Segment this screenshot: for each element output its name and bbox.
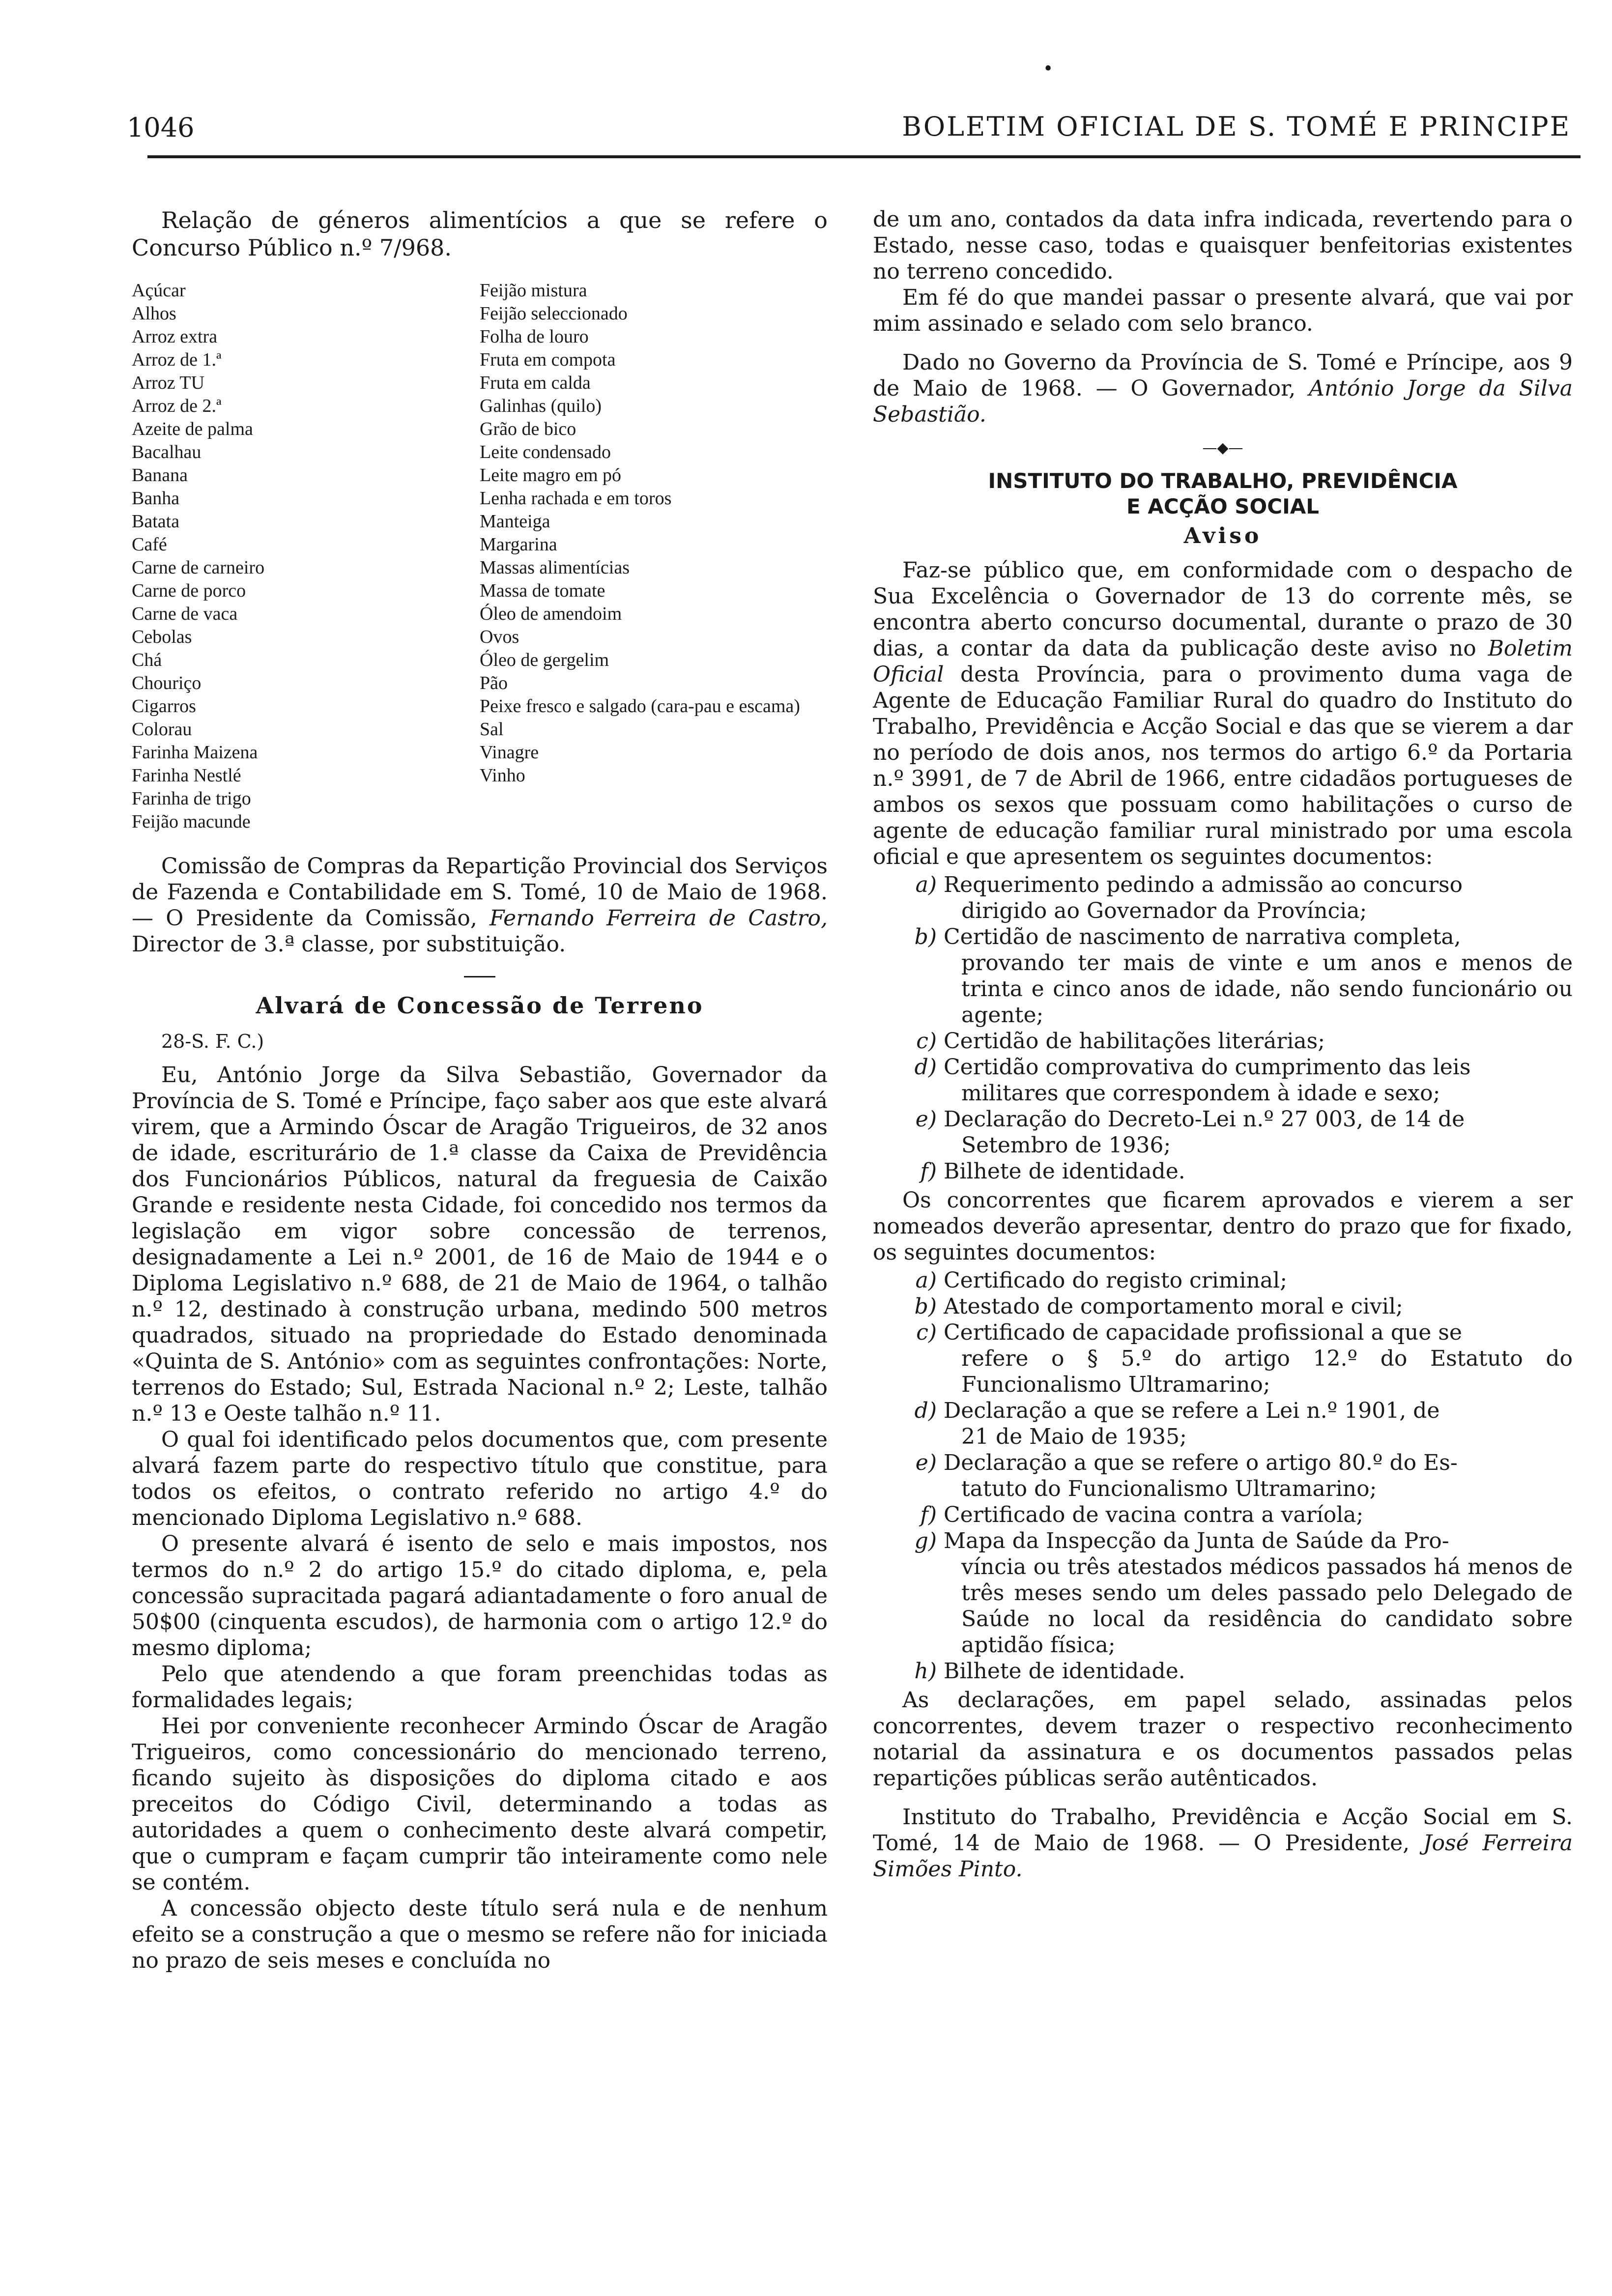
- list-item: [873, 1398, 1573, 1450]
- food-item: Sal: [480, 719, 504, 740]
- food-list-column-b: [480, 279, 828, 833]
- food-list: [132, 279, 828, 833]
- list-item-letter: g): [914, 1528, 937, 1553]
- food-item: Carne de porco: [132, 580, 246, 601]
- food-item: Colorau: [132, 719, 192, 740]
- food-item: Farinha de trigo: [132, 788, 251, 809]
- food-item: Açúcar: [132, 280, 186, 301]
- food-item: Folha de louro: [480, 326, 589, 347]
- alvara-faith-clause: Em fé do que mandei passar o presente alvará, que vai por mim assinado e selado com selo branco.: [873, 285, 1573, 336]
- publication-title: BOLETIM OFICIAL DE S. TOMÉ E PRINCIPE: [902, 111, 1571, 142]
- food-item: Vinagre: [480, 742, 539, 763]
- list-item-text: Mapa da Inspecção da Junta de Saúde da Pro-: [944, 1528, 1449, 1553]
- alvara-date-signature: Dado no Governo da Província de S. Tomé e Príncipe, aos 9 de Maio de 1968. — O Governador, António Jorge da Silva Sebastião.: [873, 350, 1573, 427]
- header-rule: [147, 155, 1581, 158]
- list-item: [873, 1502, 1573, 1528]
- left-column: [132, 206, 828, 1974]
- food-item: Margarina: [480, 534, 557, 555]
- food-item: Vinho: [480, 765, 525, 786]
- list-item: [873, 1267, 1573, 1293]
- food-item: Chá: [132, 650, 162, 670]
- alvara-paragraph-6: A concessão objecto deste título será nula e de nenhum efeito se a construção a que o mesmo se refere não for iniciada no prazo de seis meses e concluída no: [132, 1896, 828, 1973]
- list-item-text: Bilhete de identidade.: [944, 1159, 1185, 1184]
- food-item: Batata: [132, 511, 180, 532]
- list-item-letter: a): [915, 872, 937, 897]
- list-item-letter: a): [915, 1268, 937, 1293]
- list-item-letter: b): [914, 924, 937, 949]
- section-divider: [464, 976, 495, 977]
- institute-heading: INSTITUTO DO TRABALHO, PREVIDÊNCIA E ACÇÃO SOCIAL: [988, 469, 1458, 518]
- list-item-letter: h): [914, 1659, 937, 1684]
- food-item: Carne de carneiro: [132, 557, 265, 578]
- list-item: [873, 1320, 1573, 1398]
- notice-paragraph-1: Faz-se público que, em conformidade com o despacho de Sua Excelência o Governador de 13 do corrente mês, se encontra aberto concurso documental, durante o prazo de 30 dias, a contar da data da publicação deste aviso no Boletim Oficial desta Província, para o provimento duma vaga de Agente de Educação Familiar Rural do quadro do Instituto do Trabalho, Previdência e Acção Social e das que se vierem a dar no período de dois anos, nos termos do artigo 6.º da Portaria n.º 3991, de 7 de Abril de 1966, entre cidadãos portugueses de ambos os sexos que possuam como habilitações o curso de agente de educação familiar rural ministrado por uma escola oficial e que apresentem os seguintes documentos:: [873, 558, 1573, 869]
- food-item: Feijão seleccionado: [480, 303, 628, 324]
- food-item: Lenha rachada e em toros: [480, 488, 672, 509]
- food-item: Cigarros: [132, 696, 196, 717]
- list-item: [873, 1158, 1573, 1184]
- list-item: [873, 1106, 1573, 1158]
- list-item-text: Certificado de vacina contra a varíola;: [944, 1502, 1364, 1527]
- list-item: [873, 924, 1573, 1028]
- food-item: Feijão mistura: [480, 280, 587, 301]
- food-item: Massas alimentícias: [480, 557, 630, 578]
- food-item: Bacalhau: [132, 442, 202, 462]
- food-item: Ovos: [480, 627, 519, 647]
- list-item-letter: b): [914, 1294, 937, 1319]
- food-item: Banana: [132, 465, 188, 486]
- food-item: Massa de tomate: [480, 580, 605, 601]
- food-item: Café: [132, 534, 167, 555]
- list-item-text: Certidão de nascimento de narrativa completa,: [944, 924, 1461, 949]
- list-item-continuation: refere o § 5.º do artigo 12.º do Estatuto do Funcionalismo Ultramarino;: [961, 1346, 1573, 1397]
- alvara-paragraph-5: Hei por conveniente reconhecer Armindo Óscar de Aragão Trigueiros, como concessionário do mencionado terreno, ficando sujeito às disposições do diploma citado e aos preceitos do Código Civil, determinando a todas as autoridades a quem o conhecimento deste alvará competir, que o cumpram e façam cumprir tão inteiramente como nele se contém.: [132, 1714, 828, 1895]
- list-item-text: Atestado de comportamento moral e civil;: [944, 1294, 1403, 1319]
- notice-title: Aviso: [1183, 523, 1262, 548]
- food-item: Grão de bico: [480, 419, 576, 439]
- commission-signatory: Fernando Ferreira de Castro,: [489, 906, 828, 931]
- list-item: [873, 1450, 1573, 1502]
- governor-signatory: António Jorge da Silva Sebastião.: [873, 376, 1573, 427]
- food-item: Leite condensado: [480, 442, 611, 462]
- list-item-text: Bilhete de identidade.: [944, 1659, 1185, 1684]
- food-item: Arroz de 1.ª: [132, 349, 222, 370]
- list-item-letter: f): [920, 1159, 937, 1184]
- food-list-column-a: [132, 279, 480, 833]
- list-item: [873, 1028, 1573, 1054]
- alvara-paragraph-3: O presente alvará é isento de selo e mais impostos, nos termos do n.º 2 do artigo 15.º do citado diploma, e, pela concessão supracitada pagará adiantadamente o foro anual de 50$00 (cinquenta escudos), de harmonia com o artigo 12.º do mesmo diploma;: [132, 1531, 828, 1661]
- list-item-text: Declaração a que se refere o artigo 80.º do Es-: [944, 1450, 1458, 1475]
- list-item-letter: e): [915, 1450, 937, 1475]
- list-item-text: Certidão de habilitações literárias;: [944, 1029, 1325, 1054]
- list-item-continuation: provando ter mais de vinte e um anos e menos de trinta e cinco anos de idade, não sendo funcionário ou agente;: [961, 950, 1573, 1028]
- list-item-continuation: dirigido ao Governador da Província;: [961, 898, 1367, 923]
- food-item: Galinhas (quilo): [480, 396, 602, 416]
- commission-paragraph: Comissão de Compras da Repartição Provincial dos Serviços de Fazenda e Contabilidade em S. Tomé, 10 de Maio de 1968. — O Presidente da Comissão, Fernando Ferreira de Castro, Director de 3.ª classe, por substituição.: [132, 854, 828, 957]
- alvara-title: Alvará de Concessão de Terreno: [256, 992, 704, 1019]
- list-item-letter: c): [916, 1029, 937, 1054]
- food-item: Peixe fresco e salgado (cara-pau e escama): [480, 696, 800, 717]
- list-item-continuation: tatuto do Funcionalismo Ultramarino;: [961, 1476, 1377, 1501]
- list-item-text: Declaração a que se refere a Lei n.º 1901, de: [944, 1398, 1440, 1423]
- president-signatory: José Ferreira Simões Pinto.: [873, 1831, 1573, 1882]
- food-list-intro: Relação de géneros alimentícios a que se refere o Concurso Público n.º 7/968.: [132, 207, 828, 261]
- notice-paragraph-2: Os concorrentes que ficarem aprovados e vierem a ser nomeados deverão apresentar, dentro do prazo que for fixado, os seguintes documentos:: [873, 1188, 1573, 1265]
- food-item: Manteiga: [480, 511, 550, 532]
- list-item-continuation: 21 de Maio de 1935;: [961, 1424, 1187, 1449]
- right-column: [873, 206, 1573, 1882]
- food-item: Fruta em compota: [480, 349, 616, 370]
- food-item: Feijão macunde: [132, 811, 251, 832]
- list-item-text: Certificado de capacidade profissional a que se: [944, 1320, 1462, 1345]
- page-number: 1046: [127, 112, 195, 143]
- alvara-paragraph-1: Eu, António Jorge da Silva Sebastião, Governador da Província de S. Tomé e Príncipe, faço saber aos que este alvará virem, que a Armindo Óscar de Aragão Trigueiros, de 32 anos de idade, escriturário de 1.ª classe da Caixa de Previdência dos Funcionários Públicos, natural da freguesia de Caixão Grande e residente nesta Cidade, foi concedido nos termos da legislação em vigor sobre concessão de terrenos, designadamente a Lei n.º 2001, de 16 de Maio de 1944 e o Diploma Legislativo n.º 688, de 21 de Maio de 1964, o talhão n.º 12, destinado à construção urbana, medindo 500 metros quadrados, situado na propriedade do Estado denominada «Quinta de S. António» com as seguintes confrontações: Norte, terrenos do Estado; Sul, Estrada Nacional n.º 2; Leste, talhão n.º 13 e Oeste talhão n.º 11.: [132, 1062, 828, 1426]
- list-item-letter: f): [920, 1502, 937, 1527]
- list-item-continuation: militares que correspondem à idade e sexo;: [961, 1081, 1440, 1106]
- notice-closing: Instituto do Trabalho, Previdência e Acção Social em S. Tomé, 14 de Maio de 1968. — O Presidente, José Ferreira Simões Pinto.: [873, 1805, 1573, 1882]
- alvara-paragraph-2: O qual foi identificado pelos documentos que, com presente alvará fazem parte do respectivo título que constitue, para todos os efeitos, o contrato referido no artigo 4.º do mencionado Diploma Legislativo n.º 688.: [132, 1427, 828, 1530]
- list-item-letter: d): [914, 1398, 937, 1423]
- appointment-documents-list: [873, 1267, 1573, 1684]
- list-item-letter: c): [916, 1320, 937, 1345]
- notice-paragraph-3: As declarações, em papel selado, assinadas pelos concorrentes, devem trazer o respectivo reconhecimento notarial da assinatura e os documentos passados pelas repartições públicas serão autênticados.: [873, 1688, 1573, 1791]
- food-item: Óleo de gergelim: [480, 650, 609, 670]
- food-item: Leite magro em pó: [480, 465, 622, 486]
- list-item: [873, 1658, 1573, 1684]
- food-item: Farinha Maizena: [132, 742, 258, 763]
- food-item: Azeite de palma: [132, 419, 253, 439]
- food-item: Arroz TU: [132, 373, 205, 393]
- list-item: [873, 1054, 1573, 1106]
- list-item-continuation: víncia ou três atestados médicos passados há menos de três meses sendo um deles passado pelo Delegado de Saúde no local da residência do candidato sobre aptidão física;: [961, 1554, 1573, 1658]
- alvara-paragraph-4: Pelo que atendendo a que foram preenchidas todas as formalidades legais;: [132, 1662, 828, 1713]
- list-item-letter: d): [914, 1055, 937, 1080]
- list-item-text: Declaração do Decreto-Lei n.º 27 003, de 14 de: [944, 1107, 1465, 1132]
- food-item: Pão: [480, 673, 508, 693]
- list-item-text: Requerimento pedindo a admissão ao concurso: [944, 872, 1463, 897]
- food-item: Banha: [132, 488, 180, 509]
- food-item: Arroz de 2.ª: [132, 396, 222, 416]
- list-item: [873, 1293, 1573, 1320]
- food-item: Fruta em calda: [480, 373, 591, 393]
- food-item: Alhos: [132, 303, 176, 324]
- food-item: Chouriço: [132, 673, 202, 693]
- food-item: Farinha Nestlé: [132, 765, 241, 786]
- ornament-divider: —◆—: [1202, 439, 1243, 457]
- page-mark: •: [1043, 59, 1054, 79]
- list-item-text: Certificado do registo criminal;: [944, 1268, 1288, 1293]
- food-item: Cebolas: [132, 627, 192, 647]
- food-item: Arroz extra: [132, 326, 218, 347]
- alvara-reference: 28-S. F. C.): [161, 1031, 264, 1052]
- list-item-text: Certidão comprovativa do cumprimento das leis: [944, 1055, 1471, 1080]
- list-item-continuation: Setembro de 1936;: [961, 1133, 1171, 1158]
- food-item: Óleo de amendoim: [480, 603, 622, 624]
- list-item-letter: e): [915, 1107, 937, 1132]
- required-documents-list: [873, 872, 1573, 1184]
- list-item: [873, 1528, 1573, 1658]
- list-item: [873, 872, 1573, 924]
- alvara-continuation: de um ano, contados da data infra indicada, revertendo para o Estado, nesse caso, todas e quaisquer benfeitorias existentes no terreno concedido.: [873, 207, 1573, 284]
- food-item: Carne de vaca: [132, 603, 238, 624]
